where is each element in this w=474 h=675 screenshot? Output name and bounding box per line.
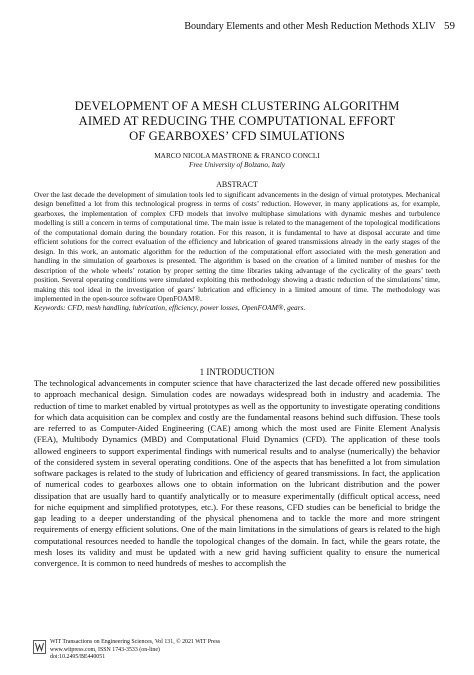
title-line: OF GEARBOXES’ CFD SIMULATIONS (129, 129, 345, 143)
publisher-logo-icon (33, 640, 46, 654)
keywords: Keywords: CFD, mesh handling, lubrication, efficiency, power losses, OpenFOAM®, gears. (34, 303, 306, 313)
section-heading: 1 INTRODUCTION (199, 367, 275, 377)
paper-title (40, 99, 434, 144)
footer-website: www.witpress.com, ISSN 1743-3533 (on-line) (50, 646, 160, 653)
introduction (34, 378, 440, 569)
running-title: Boundary Elements and other Mesh Reduction Methods XLIV (184, 21, 436, 32)
running-head (184, 20, 455, 32)
page-number: 59 (444, 20, 455, 32)
footer-journal: WIT Transactions on Engineering Sciences, Vol 131, © 2021 WIT Press (50, 639, 221, 645)
footer-doi: doi:10.2495/BE440051 (50, 654, 106, 661)
title-line: DEVELOPMENT OF A MESH CLUSTERING ALGORITHM (74, 99, 400, 113)
intro-text: The technological advancements in computer science that have characterized the last decade offered new possibilities to approach mechanical design. Simulation codes are nowadays widespread both in industry and academia. The reduction of time to market enabled by virtual prototypes as well as the opportunity to investigate operating conditions for which data acquisition can be complex and costly are the fundamental reasons behind such diffusion. These tools are referred to as Computer-Aided Engineering (CAE) among which the most used are Finite Element Analysis (FEA), Multibody Dynamics (MBD) and Computational Fluid Dynamics (CFD). The application of these tools allowed engineers to support experimental findings with numerical results and to analyse (numerically) the behavior of the considered system in several operating conditions. One of the aspects that has benefitted a lot from simulation software packages is related to the study of lubrication and efficiency of geared transmissions. In fact, the application of numerical codes to gearboxes allows one to obtain information on the lubricant distribution and the power dissipation that are usually hard to quantify analytically or to measure experimentally (difficult optical access, need for niche equipment and simplified prototypes, etc.). For these reasons, CFD studies can be beneficial to bridge the gap leading to a deeper understanding of the physical phenomena and to tackle the more and more stringent requirements of energy efficient solutions. One of the main limitations in the simulations of gears is related to the high computational resources needed to handle the topological changes of the domain. In fact, while the gears rotate, the mesh loses its validity and must be updated with a new grid having sufficient quality to ensure the numerical convergence. It is common to need hundreds of meshes to accomplish the (34, 378, 440, 568)
authors: MARCO NICOLA MASTRONE & FRANCO CONCLI (154, 151, 320, 160)
affiliation: Free University of Bolzano, Italy (189, 160, 285, 169)
abstract-text: Over the last decade the development of simulation tools led to significant advancements in the design of virtual prototypes. Mechanical design benefitted a lot from this technological progress in terms of costs’ reduction. However, in many applications as, for example, gearboxes, the implementation of complex CFD models that involve multiphase simulations with dynamic meshes and turbulence modelling is still a concern in terms of computational time. The main issue is related to the management of the topological modifications of the computational domain during the boundary rotation. For this reason, it is fundamental to have at disposal accurate and time efficient solutions for the correct evaluation of the efficiency and lubrication of geared transmissions already in the early stages of the design. In this work, an automatic algorithm for the reduction of the computational effort associated with the mesh generation and handling in the simulation of gearboxes is presented. The algorithm is based on the creation of a limited number of meshes for the description of the whole wheels’ rotation by proper setting the time libraries taking advantage of the cyclicality of the gears’ teeth position. Several operating conditions were simulated exploiting this methodology showing a drastic reduction of the simulations’ time, making this tool ideal in the investigation of gears’ lubrication and efficiency in a limited amount of time. The methodology was implemented in the open-source software OpenFOAM®. (34, 190, 440, 303)
abstract (34, 190, 440, 313)
abstract-heading: ABSTRACT (216, 180, 258, 189)
title-line: AIMED AT REDUCING THE COMPUTATIONAL EFFORT (78, 114, 396, 128)
footer (50, 639, 220, 662)
